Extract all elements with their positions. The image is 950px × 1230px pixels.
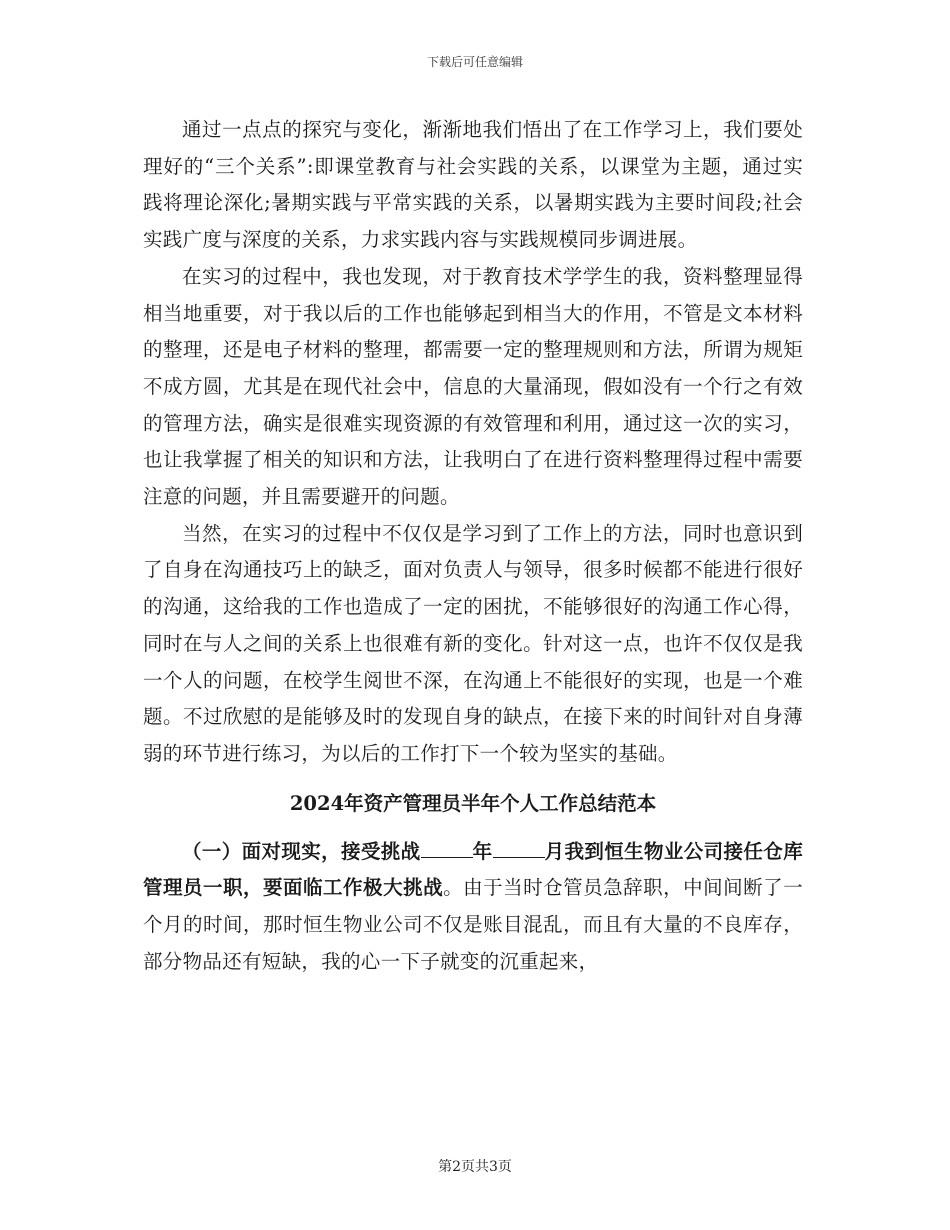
- document-body: [143, 112, 803, 980]
- section-heading-part-2: 年: [472, 839, 493, 863]
- paragraph-2: 在实习的过程中，我也发现，对于教育技术学学生的我，资料整理显得相当地重要，对于我以后的工作也能够起到相当大的作用，不管是文本材料的整理，还是电子材料的整理，都需要一定的整理规则和方法，所谓为规矩不成方圆，尤其是在现代社会中，信息的大量涌现，假如没有一个行之有效的管理方法，确实是很难实现资源的有效管理和利用，通过这一次的实习，也让我掌握了相关的知识和方法，让我明白了在进行资料整理得过程中需要注意的问题，并且需要避开的问题。: [143, 264, 803, 509]
- blank-underline-month: [493, 839, 545, 858]
- section-heading-part-3: 月我到恒生物业公司接任仓库管理员一职，要面临工作极大挑战: [143, 839, 803, 900]
- section-heading-part-1: （一）面对现实，接受挑战: [182, 839, 421, 863]
- section-title: 2024年资产管理员半年个人工作总结范本: [289, 791, 657, 815]
- blank-underline-year: [421, 839, 473, 858]
- paragraph-3: 当然，在实习的过程中不仅仅是学习到了工作上的方法，同时也意识到了自身在沟通技巧上的缺乏，面对负责人与领导，很多时候都不能进行很好的沟通，这给我的工作也造成了一定的困扰，不能够很好的沟通工作心得，同时在与人之间的关系上也很难有新的变化。针对这一点，也许不仅仅是我一个人的问题，在校学生阅世不深，在沟通上不能很好的实现，也是一个难题。不过欣慰的是能够及时的发现自身的缺点，在接下来的时间针对自身薄弱的环节进行练习，为以后的工作打下一个较为坚实的基础。: [143, 521, 803, 765]
- page-header: 下载后可任意编辑: [426, 55, 523, 69]
- paragraph-1: 通过一点点的探究与变化，渐渐地我们悟出了在工作学习上，我们要处理好的“三个关系”:即课堂教育与社会实践的关系，以课堂为主题，通过实践将理论深化;暑期实践与平常实践的关系，以暑期实践为主要时间段;社会实践广度与深度的关系，力求实践内容与实践规模同步调进展。: [143, 118, 803, 252]
- paragraph-4-body: 。由于当时仓管员急辞职，中间间断了一个月的时间，那时恒生物业公司不仅是账目混乱，而且有大量的不良库存，部分物品还有短缺，我的心一下子就变的沉重起来，: [143, 876, 803, 973]
- paragraph-4: [143, 834, 803, 981]
- page-footer: 第2页共3页: [438, 1159, 512, 1175]
